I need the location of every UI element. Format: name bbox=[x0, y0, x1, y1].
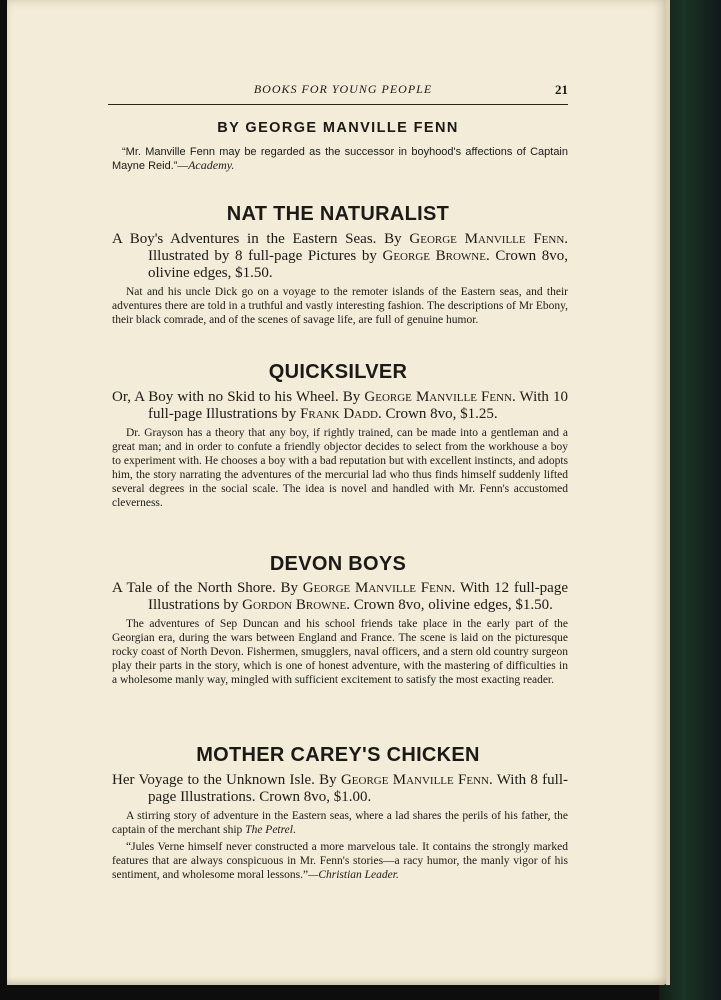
author-name: George Manville Fenn bbox=[364, 389, 512, 405]
bibliographic-line: A Boy's Adventures in the Eastern Seas. By George Manville Fenn. Illustrated by 8 full-page Pictures by George Browne. Crown 8vo, olivine edges, $1.50. bbox=[112, 231, 569, 281]
book-title-mother-carey: MOTHER CAREY'S CHICKEN bbox=[196, 744, 480, 766]
book-description: Dr. Grayson has a theory that any boy, if rightly trained, can be made into a gentleman and a great man; and in order to confute a friendly objector decides to select from the workhouse a boy to experiment with. He chooses a boy with a bad reputation but with excellent instincts, and adopts him, the story narrating the adventures of the mercurial lad who thus finds himself suddenly lifted several degrees in the social scale. The idea is novel and handled with Mr. Fenn's accustomed cleverness. bbox=[112, 427, 568, 509]
author-quote-source: —Academy. bbox=[177, 158, 235, 172]
book-entry-devon bbox=[112, 580, 568, 687]
author-name: George Manville Fenn bbox=[340, 772, 489, 788]
header-rule bbox=[108, 104, 568, 105]
author-quote bbox=[112, 146, 568, 173]
author-heading: BY GEORGE MANVILLE FENN bbox=[217, 120, 459, 136]
illustrator-name: Frank Dadd bbox=[300, 406, 378, 422]
illustrator-name: Gordon Browne bbox=[242, 597, 347, 613]
book-description: A stirring story of adventure in the Eastern seas, where a lad shares the perils of his father, the captain of the merchant ship The Petrel. bbox=[112, 810, 568, 836]
book-entry-nat bbox=[112, 231, 568, 327]
book-description: The adventures of Sep Duncan and his school friends take place in the early part of the Georgian era, during the wars between England and France. The scene is laid on the picturesque rocky coast of North Devon. Fishermen, smugglers, naval officers, and a stern old country surgeon play their parts in the story, which is one of honest adventure, with the mastering of difficulties in a wholesome manly way, mingled with sufficient excitement to satisfy the most exacting reader. bbox=[112, 618, 568, 686]
author-name: George Manville Fenn bbox=[409, 231, 565, 247]
running-title: BOOKS FOR YOUNG PEOPLE bbox=[253, 82, 433, 96]
bibliographic-line: A Tale of the North Shore. By George Manville Fenn. With 12 full-page Illustrations by Gordon Browne. Crown 8vo, olivine edges, $1.50. bbox=[112, 580, 568, 613]
author-quote-text: “Mr. Manville Fenn may be regarded as the successor in boyhood's affections of Captain Mayne Reid.” bbox=[112, 146, 568, 172]
bibliographic-line: Or, A Boy with no Skid to his Wheel. By George Manville Fenn. With 10 full-page Illustrations by Frank Dadd. Crown 8vo, $1.25. bbox=[112, 389, 569, 422]
book-entry-quicksilver bbox=[112, 389, 568, 510]
page-edge bbox=[666, 0, 670, 985]
book-title-devon: DEVON BOYS bbox=[269, 553, 407, 575]
page-number: 21 bbox=[555, 82, 568, 97]
book-quote: “Jules Verne himself never constructed a more marvelous tale. It contains the strongly marked features that are always conspicuous in Mr. Fenn's stories—a racy humor, the manly vigor of his sentiment, and wholesome moral lessons.”—Christian Leader. bbox=[112, 841, 568, 881]
book-description: Nat and his uncle Dick go on a voyage to the remoter islands of the Eastern seas, and their adventures there are told in a truthful and vastly interesting fashion. The descriptions of Mr Ebony, their black comrade, and of the scenes of savage life, are full of genuine humor. bbox=[112, 286, 568, 326]
author-name: George Manville Fenn bbox=[302, 580, 452, 596]
book-title-nat: NAT THE NATURALIST bbox=[226, 203, 450, 225]
bibliographic-line: Her Voyage to the Unknown Isle. By George Manville Fenn. With 8 full-page Illustrations. Crown 8vo, $1.00. bbox=[112, 772, 569, 805]
book-title-quicksilver: QUICKSILVER bbox=[268, 361, 408, 383]
quote-source: —Christian Leader. bbox=[308, 869, 399, 881]
book-entry-mother-carey bbox=[112, 772, 568, 882]
illustrator-name: George Browne bbox=[382, 248, 486, 264]
ship-name: The Petrel bbox=[245, 824, 293, 836]
running-head bbox=[108, 81, 568, 101]
